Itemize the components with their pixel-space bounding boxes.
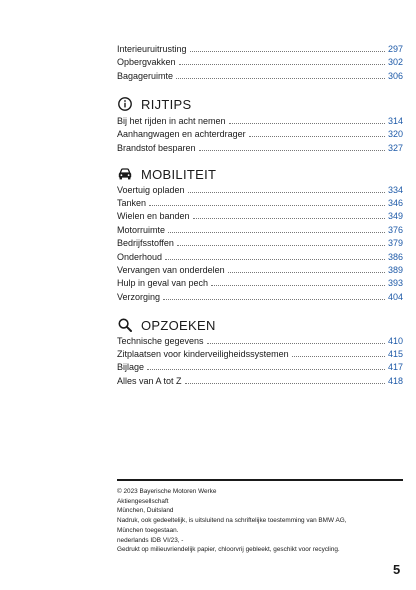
leader-dots — [163, 291, 385, 300]
toc-entry-page[interactable]: 393 — [387, 278, 403, 288]
footer-divider — [117, 479, 403, 481]
toc-entry-label: Verzorging — [117, 292, 161, 302]
leader-dots — [292, 348, 385, 357]
leader-dots — [199, 142, 385, 151]
toc-entry-page[interactable]: 320 — [387, 129, 403, 139]
toc-entry-label: Onderhoud — [117, 252, 163, 262]
toc-entry-label: Aanhangwagen en achterdrager — [117, 129, 246, 139]
toc-entry-label: Vervangen van onderdelen — [117, 265, 225, 275]
toc-entry-page[interactable]: 334 — [387, 185, 403, 195]
leader-dots — [168, 224, 385, 233]
imprint-line: München toegestaan. — [117, 526, 179, 534]
section-heading-text: OPZOEKEN — [141, 317, 216, 333]
leader-dots — [193, 210, 385, 219]
toc-entry-page[interactable]: 417 — [387, 362, 403, 372]
imprint-line: nederlands IDB VI/23, - — [117, 536, 184, 544]
leader-dots — [190, 43, 385, 52]
section-heading-mobiliteit — [117, 165, 216, 183]
imprint-line: Gedrukt op milieuvriendelijk papier, chloorvrij gebleekt, geschikt voor recycling. — [117, 546, 340, 554]
toc-entry-label: Wielen en banden — [117, 211, 190, 221]
toc-entry-page[interactable]: 415 — [387, 349, 403, 359]
toc-entry-label: Technische gegevens — [117, 336, 204, 346]
toc-entry-page[interactable]: 376 — [387, 225, 403, 235]
toc-entry-label: Bagageruimte — [117, 71, 174, 81]
imprint-line: Nadruk, ook gedeeltelijk, is uitsluitend na schriftelijke toestemming van BMW AG, — [117, 517, 347, 525]
search-icon — [117, 317, 133, 333]
toc-entry-alles-van-a-tot-z[interactable] — [117, 375, 403, 388]
car-icon — [117, 166, 133, 182]
leader-dots — [147, 361, 385, 370]
toc-entry-label: Bedrijfsstoffen — [117, 238, 174, 248]
toc-entry-label: Tanken — [117, 198, 147, 208]
toc-entry-label: Motorruimte — [117, 225, 166, 235]
leader-dots — [177, 237, 385, 246]
leader-dots — [249, 128, 385, 137]
leader-dots — [229, 115, 385, 124]
toc-entry-page[interactable]: 410 — [387, 336, 403, 346]
toc-entry-page[interactable]: 389 — [387, 265, 403, 275]
info-circle-icon — [117, 96, 133, 112]
imprint-line: München, Duitsland — [117, 507, 174, 515]
toc-entry-label: Brandstof besparen — [117, 143, 196, 153]
leader-dots — [176, 70, 385, 79]
toc-entry-page[interactable]: 327 — [387, 143, 403, 153]
toc-entry-verzorging[interactable] — [117, 291, 403, 304]
toc-entry-label: Opbergvakken — [117, 57, 176, 67]
toc-entry-hulp-in-geval-van-pech[interactable] — [117, 277, 403, 290]
section-heading-text: MOBILITEIT — [141, 166, 217, 182]
toc-entry-wielen-en-banden[interactable] — [117, 210, 403, 223]
leader-dots — [185, 375, 385, 384]
leader-dots — [165, 251, 385, 260]
toc-entry-page[interactable]: 379 — [387, 238, 403, 248]
toc-entry-motorruimte[interactable] — [117, 224, 403, 237]
toc-entry-bedrijfsstoffen[interactable] — [117, 237, 403, 250]
toc-entry-page[interactable]: 314 — [387, 116, 403, 126]
toc-entry-bij-het-rijden[interactable] — [117, 115, 403, 128]
toc-entry-page[interactable]: 302 — [387, 57, 403, 67]
section-heading-rijtips — [117, 95, 192, 113]
toc-entry-page[interactable]: 346 — [387, 198, 403, 208]
toc-entry-label: Zitplaatsen voor kinderveiligheidssystemen — [117, 349, 289, 359]
toc-entry-label: Bijlage — [117, 362, 145, 372]
section-heading-opzoeken — [117, 316, 216, 334]
leader-dots — [149, 197, 385, 206]
toc-entry-label: Interieuruitrusting — [117, 44, 187, 54]
page-number: 5 — [393, 562, 401, 577]
leader-dots — [188, 184, 385, 193]
imprint-line: Aktiengesellschaft — [117, 497, 169, 505]
imprint-footer — [117, 487, 403, 555]
toc-entry-onderhoud[interactable] — [117, 251, 403, 264]
toc-entry-page[interactable]: 386 — [387, 252, 403, 262]
toc-entry-page[interactable]: 418 — [387, 376, 403, 386]
leader-dots — [179, 56, 385, 65]
toc-entry-interieuruitrusting[interactable] — [117, 43, 403, 56]
toc-entry-page[interactable]: 306 — [387, 71, 403, 81]
toc-entry-page[interactable]: 404 — [387, 292, 403, 302]
leader-dots — [207, 335, 385, 344]
toc-entry-tanken[interactable] — [117, 197, 403, 210]
leader-dots — [228, 264, 385, 273]
toc-entry-voertuig-opladen[interactable] — [117, 184, 403, 197]
toc-entry-label: Voertuig opladen — [117, 185, 185, 195]
toc-entry-bijlage[interactable] — [117, 361, 403, 374]
toc-entry-aanhangwagen[interactable] — [117, 128, 403, 141]
section-heading-text: RIJTIPS — [141, 96, 192, 112]
toc-entry-page[interactable]: 297 — [387, 44, 403, 54]
toc-entry-zitplaatsen[interactable] — [117, 348, 403, 361]
toc-entry-technische-gegevens[interactable] — [117, 335, 403, 348]
toc-entry-opbergvakken[interactable] — [117, 56, 403, 69]
toc-entry-label: Bij het rijden in acht nemen — [117, 116, 226, 126]
leader-dots — [211, 277, 385, 286]
toc-entry-vervangen-van-onderdelen[interactable] — [117, 264, 403, 277]
toc-entry-bagageruimte[interactable] — [117, 70, 403, 83]
toc-entry-page[interactable]: 349 — [387, 211, 403, 221]
imprint-line: © 2023 Bayerische Motoren Werke — [117, 488, 217, 495]
toc-entry-label: Hulp in geval van pech — [117, 278, 209, 288]
toc-entry-label: Alles van A tot Z — [117, 376, 182, 386]
toc-entry-brandstof-besparen[interactable] — [117, 142, 403, 155]
